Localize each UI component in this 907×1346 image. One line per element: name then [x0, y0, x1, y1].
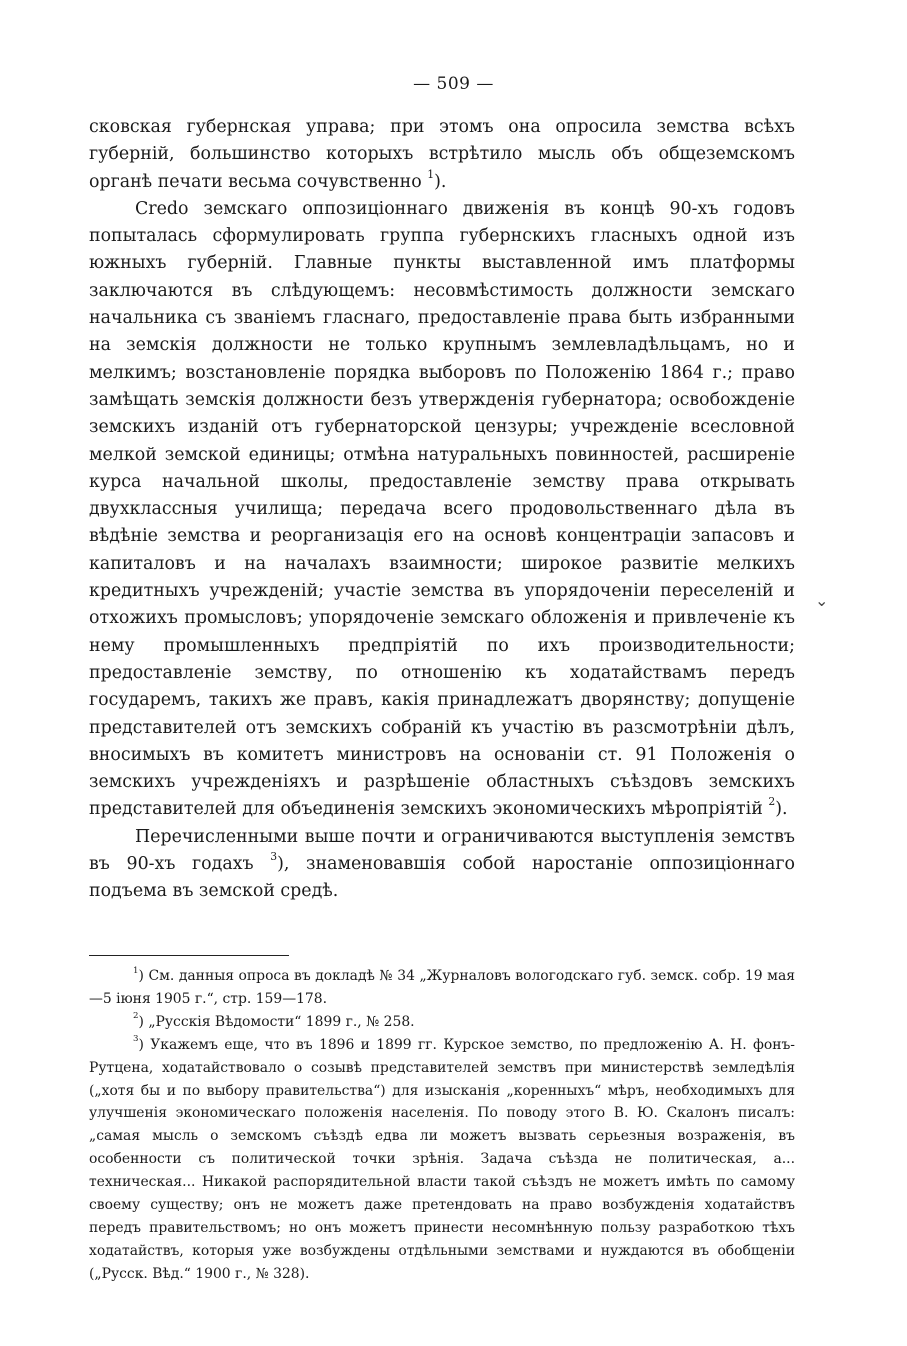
footnote [89, 965, 795, 1011]
footnote-marker: 2 [133, 1011, 139, 1022]
text-run: Перечисленными выше почти и ограничиваются выступленія земствъ въ 90-хъ годахъ [89, 826, 795, 875]
text-run: ). [434, 171, 447, 192]
text-run: ) „Русскія Вѣдомости“ 1899 г., № 258. [138, 1013, 415, 1030]
footnote-marker: 3 [270, 850, 278, 864]
text-run: Credo земскаго оппозиціоннаго движенія въ концѣ 90-хъ годовъ попыталась сформулировать группа губернскихъ гласныхъ одной изъ южныхъ губерній. Главные пункты выставленной имъ платформы заключаются въ слѣдующемъ: несовмѣстимость должности земскаго начальника съ званіемъ гласнаго, предоставленіе права быть избранными на земскія должности не только крупнымъ землевладѣльцамъ, но и мелкимъ; возстановленіе порядка выборовъ по Положенію 1864 г.; право замѣщать земскія должности безъ утвержденія губернатора; освобожденіе земскихъ изданій отъ губернаторской цензуры; учрежденіе всесловной мелкой земской единицы; отмѣна натуральныхъ повинностей, расширеніе курса начальной школы, предоставленіе земству права открывать двухклассныя училища; передача всего продовольственнаго дѣла въ вѣдѣніе земства и реорганизація его на основѣ концентраціи запасовъ и капиталовъ и на началахъ взаимности; широкое развитіе мелкихъ кредитныхъ учрежденій; участіе земства въ упорядоченіи переселеній и отхожихъ промысловъ; упорядоченіе земскаго обложенія и привлеченіе къ нему промышленныхъ предпріятій по ихъ производительности; предоставленіе земству, по отношенію къ ходатайствамъ передъ государемъ, такихъ же правъ, какія принадлежатъ дворянству; допущеніе представителей отъ земскихъ собраній къ участію въ разсмотрѣніи дѣлъ, вносимыхъ въ комитетъ министровъ на основаніи ст. 91 Положенія о земскихъ учрежденіяхъ и разрѣшеніе областныхъ съѣздовъ земскихъ представителей для объединенія земскихъ экономическихъ мѣропріятій [89, 198, 795, 820]
text-run: ) Укажемъ еще, что въ 1896 и 1899 гг. Курское земство, по предложенію А. Н. фонъ-Рутцена, ходатайствовало о созывѣ представителей земствъ при министерствѣ земледѣлія („хотя бы и по выбору правительства“) для изысканія „коренныхъ“ мѣръ, необходимыхъ для улучшенія экономическаго положенія населенія. По поводу этого В. Ю. Скалонъ писалъ: „самая мысль о земскомъ съѣздѣ едва ли можетъ вызвать серьезныя возраженія, въ особенности съ политической точки зрѣнія. Задача съѣзда не политическая, а... техническая... Никакой распорядительной власти такой съѣздъ не можетъ имѣть по самому своему существу; онъ не можетъ даже претендовать на право возбужденія ходатайствъ передъ правительствомъ; но онъ можетъ принести несомнѣнную пользу разработкою тѣхъ ходатайствъ, которыя уже возбуждены отдѣльными земствами и нуждаются въ обобщеніи („Русск. Вѣд.“ 1900 г., № 328). [89, 1036, 795, 1282]
main-text [89, 114, 795, 906]
text-run: ) См. данныя опроса въ докладѣ № 34 „Журналовъ вологодскаго губ. земск. собр. 19 мая—5 іюня 1905 г.“, стр. 159—178. [89, 968, 795, 1007]
paragraph [89, 114, 795, 196]
footnote [89, 1034, 795, 1286]
footnote [89, 1011, 795, 1034]
paragraph [89, 196, 795, 824]
footnotes [89, 965, 795, 1286]
footnote-divider [89, 955, 289, 956]
page-number: — 509 — [413, 74, 494, 94]
paragraph [89, 824, 795, 906]
footnote-marker: 1 [427, 167, 435, 181]
footnote-marker: 2 [768, 795, 776, 809]
margin-check-mark: ⌄ [815, 591, 829, 610]
footnote-marker: 1 [133, 965, 139, 976]
text-run: ). [775, 799, 788, 820]
text-run: сковская губернская управа; при этомъ она опросила земства всѣхъ губерній, большинство которыхъ встрѣтило мысль объ общеземскомъ органѣ печати весьма сочувственно [89, 117, 795, 192]
text-run: ), знаменовавшія собой наростаніе оппозиціоннаго подъема въ земской средѣ. [89, 854, 795, 902]
footnote-marker: 3 [133, 1034, 139, 1045]
